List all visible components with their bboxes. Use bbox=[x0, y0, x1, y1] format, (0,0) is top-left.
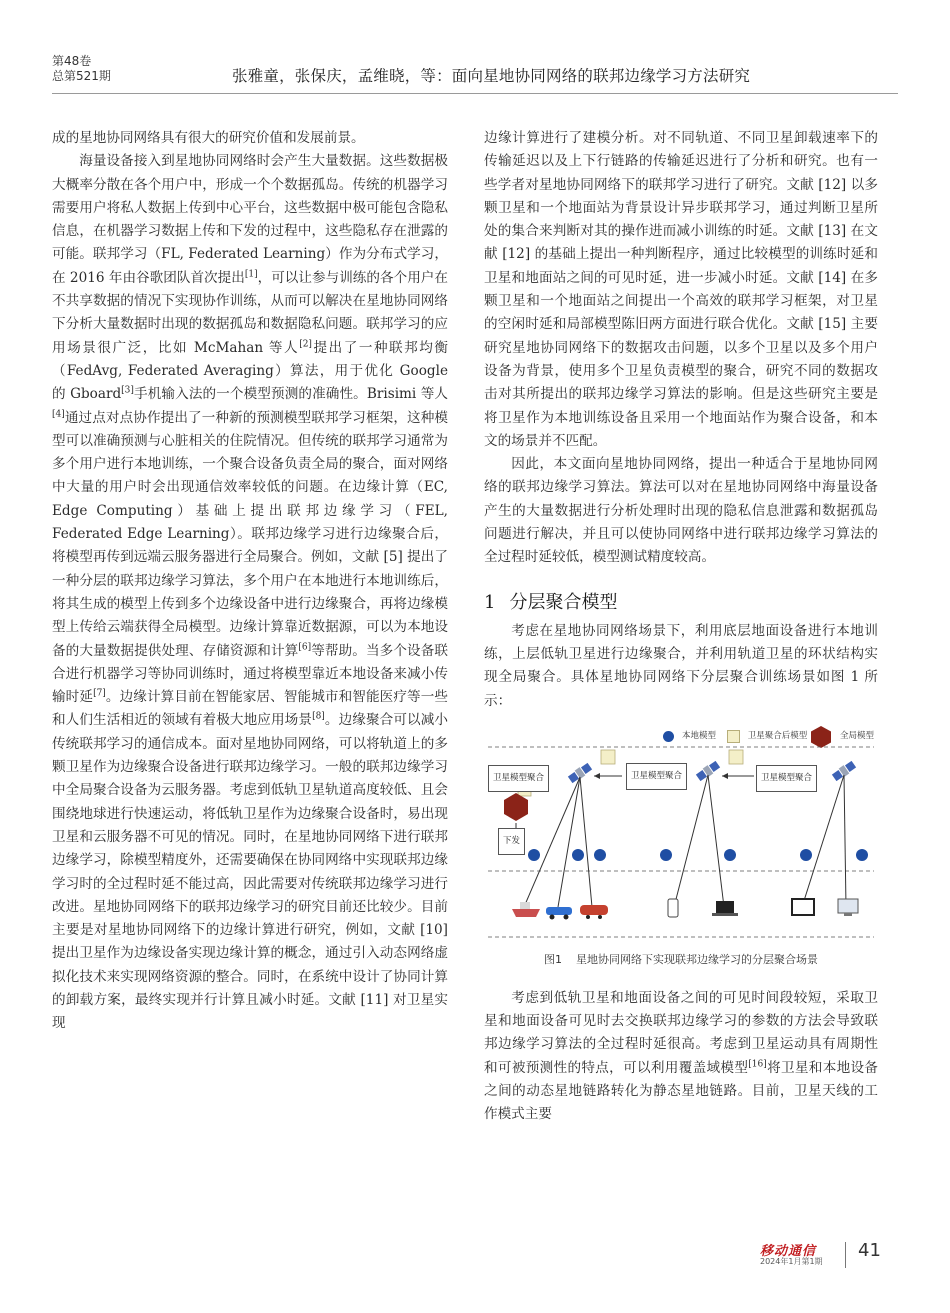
local-model-circle bbox=[800, 849, 812, 861]
volume-label: 第48卷 bbox=[52, 54, 92, 68]
paragraph: 考虑在星地协同网络场景下，利用底层地面设备进行本地训练，上层低轨卫星进行边缘聚合，并利用轨道卫星的环状结构实现全局聚合。具体星地协同网络下分层聚合训练场景如图 1 所示： bbox=[484, 622, 878, 709]
figure-number: 图1 bbox=[544, 952, 562, 966]
citation-ref[interactable]: [3] bbox=[121, 385, 134, 396]
car-icon bbox=[546, 907, 572, 920]
citation-ref[interactable]: [1] bbox=[244, 269, 258, 280]
journal-logo: 移动通信 bbox=[760, 1244, 817, 1259]
text-run: 通过点对点协作提出了一种新的预测模型联邦学习框架，这种模型可以准确预测与心脏相关的住院情况。但传统的联邦学习通常为多个用户进行本地训练，一个聚合设备负责全局的聚合，面对网络中大量的用户时会出现通信效率较低的问题。在边缘计算（EC, Edge Computing）基础上提出联邦边缘学习（FEL, Federated Edge Learning）。联邦边缘学习进行边缘聚合后，将模型再传到远端云服务器进行全局聚合。例如，文献 [5] 提出了一种分层的联邦边缘学习算法，多个用户在本地进行本地训练后，将其生成的模型上传到多个边缘设备中进行边缘聚合，再将边缘模型上传给云端获得全局模型。边缘计算靠近数据源，可以为本地设备的大量数据提供处理、存储资源和计算 bbox=[52, 409, 448, 659]
paragraph bbox=[484, 987, 878, 1127]
local-model-circle bbox=[856, 849, 868, 861]
header-divider bbox=[52, 93, 898, 94]
citation-ref[interactable]: [8] bbox=[312, 711, 325, 722]
satellite-aggregation-box: 卫星模型聚合 bbox=[626, 763, 687, 790]
footer-divider bbox=[845, 1242, 846, 1268]
paragraph bbox=[52, 150, 448, 1035]
issue-date: 2024年1月第1期 bbox=[760, 1257, 823, 1266]
section-title: 分层聚合模型 bbox=[509, 591, 618, 613]
issue-down-box: 下发 bbox=[498, 828, 525, 855]
text-run: ，可以让参与训练的各个用户在不共享数据的情况下实现协作训练，从而可以解决在星地协同网络下分析大量数据时出现的数据孤岛和数据隐私问题。联邦学习的应用场景很广泛，比如 McMahan 等人 bbox=[52, 269, 448, 356]
legend-sat-label: 卫星聚合后模型 bbox=[747, 731, 808, 742]
satellite-model-square bbox=[729, 750, 743, 764]
satellite-aggregation-box: 卫星模型聚合 bbox=[488, 765, 549, 792]
local-model-circle bbox=[572, 849, 584, 861]
text-run: 手机输入法的一个模型预测的准确性。Brisimi 等人 bbox=[133, 386, 448, 403]
citation-ref[interactable]: [7] bbox=[93, 688, 106, 699]
running-title: 张雅童，张保庆，孟维晓，等：面向星地协同网络的联邦边缘学习方法研究 bbox=[232, 67, 751, 85]
text-run: 提出了一种联邦均衡（FedAvg, Federated Averaging）算法，用于优化 Google 的 Gboard bbox=[52, 339, 449, 403]
satellite-aggregation-box: 卫星模型聚合 bbox=[756, 765, 817, 792]
legend-global-label: 全局模型 bbox=[839, 731, 874, 742]
text-run: 将卫星和本地设备之间的动态星地链路转化为静态星地链路。目前，卫星天线的工作模式主要 bbox=[484, 1059, 879, 1123]
text-run: 等帮助。当多个设备联合进行机器学习等协同训练时，通过将模型靠近本地设备来减小传输时延 bbox=[52, 642, 448, 706]
citation-ref[interactable]: [16] bbox=[748, 1059, 767, 1070]
left-column bbox=[52, 127, 448, 1036]
figure-1 bbox=[484, 721, 878, 941]
header-volume-info bbox=[52, 54, 111, 84]
citation-ref[interactable]: [2] bbox=[299, 339, 312, 350]
issue-total-label: 总第521期 bbox=[52, 69, 111, 83]
phone-icon bbox=[668, 899, 678, 917]
local-model-circle bbox=[724, 849, 736, 861]
right-column bbox=[484, 127, 878, 1127]
text-run: 考虑到低轨卫星和地面设备之间的可见时间段较短，采取卫星和地面设备可见时去交换联邦边缘学习的参数的方法会导致联邦边缘学习算法的全过程时延很高。考虑到卫星运动具有周期性和可被预测性的特点，可以利用覆盖域模型 bbox=[484, 989, 878, 1076]
desktop-icon bbox=[838, 899, 858, 916]
global-model-hexagon bbox=[504, 793, 528, 821]
tablet-icon bbox=[792, 899, 814, 915]
page-number: 41 bbox=[858, 1240, 881, 1261]
local-model-circle bbox=[528, 849, 540, 861]
legend-local-label: 本地模型 bbox=[682, 731, 717, 742]
ship-icon bbox=[512, 902, 540, 917]
citation-ref[interactable]: [6] bbox=[298, 642, 312, 652]
section-heading bbox=[484, 590, 878, 616]
text-run: 。边缘计算目前在智能家居、智能城市和智能医疗等一些和人们生活相近的领域有着极大地应用场景 bbox=[52, 689, 448, 729]
local-model-circle bbox=[594, 849, 606, 861]
figure-caption-text: 星地协同网络下实现联邦边缘学习的分层聚合场景 bbox=[576, 952, 818, 966]
paragraph: 因此，本文面向星地协同网络，提出一种适合于星地协同网络的联邦边缘学习算法。算法可以对在星地协同网络中海量设备产生的大量数据进行分析处理时出现的隐私信息泄露和数据孤岛问题进行解决，并且可以使协同网络中进行联邦边缘学习算法的全过程时延较低，模型测试精度较高。 bbox=[484, 456, 878, 566]
satellite-model-square bbox=[601, 750, 615, 764]
paragraph: 成的星地协同网络具有很大的研究价值和发展前景。 bbox=[52, 130, 365, 146]
local-model-circle bbox=[660, 849, 672, 861]
paragraph: 边缘计算进行了建模分析。对不同轨道、不同卫星卸载速率下的传输延迟以及上下行链路的传输延迟进行了分析和研究。也有一些学者对星地协同网络下的联邦学习进行了研究。文献 [12] 以多颗卫星和一个地面站为背景设计异步联邦学习，通过判断卫星所处的集合来判断对其的操作进而减小训练的时延。文献 [13] 在文献 [12] 的基础上提出一种判断程序，通过比较模型的训练时延和卫星和地面站之间的可见时延，进一步减小时延。文献 [14] 在多颗卫星和一个地面站之间提出一个高效的联邦学习框架，对卫星的空闲时延和局部模型陈旧两方面进行联合优化。文献 [15] 主要研究星地协同网络下的数据攻击问题，以多个卫星以及多个用户设备为背景，使用多个卫星负责模型的聚合，研究不同的数据攻击对其所提出的联邦边缘学习算法的影响。但是这些研究主要是将卫星作为本地训练设备且采用一个地面站作为聚合设备，和本文的场景并不匹配。 bbox=[484, 130, 878, 449]
citation-ref[interactable]: [4] bbox=[52, 409, 65, 420]
section-number: 1 bbox=[484, 591, 496, 613]
figure-diagram bbox=[484, 721, 878, 941]
laptop-icon bbox=[712, 901, 738, 916]
text-run: 海量设备接入到星地协同网络时会产生大量数据。这些数据极大概率分散在各个用户中，形成一个个数据孤岛。传统的机器学习需要用户将私人数据上传到中心平台，这些数据中极可能包含隐私信息，在机器学习数据上传和下发的过程中，这些隐私存在泄露的可能。联邦学习（FL, Federated Learning）作为分布式学习，在 2016 年由谷歌团队首次提出 bbox=[52, 153, 448, 286]
text-run: 。边缘聚合可以减小传统联邦学习的通信成本。面对星地协同网络，可以将轨道上的多颗卫星作为边缘聚合设备进行联邦边缘学习。一般的联邦边缘学习中全局聚合设备为云服务器。考虑到低轨卫星轨道高度较低、且会围绕地球进行快速运动，将低轨卫星作为边缘聚合设备时，易出现卫星和云服务器不可见的情况。同时，在星地协同网络下进行联邦边缘学习，除模型精度外，还需要确保在协同网络中实现联邦边缘学习时的全过程时延不能过高，因此需要对传统联邦边缘学习进行改进。星地协同网络下的联邦边缘学习的研究目前还比较少。目前主要是对星地协同网络下的边缘计算进行研究，例如，文献 [10] 提出卫星作为边缘设备实现边缘计算的概念，通过引入动态网络虚拟化技术来实现网络资源的整合。同时，在系统中设计了协同计算的卸载方案，最终实现并行计算且减小时延。文献 [11] 对卫星实现 bbox=[52, 712, 448, 1032]
train-icon bbox=[580, 905, 608, 919]
figure-caption bbox=[484, 951, 878, 969]
